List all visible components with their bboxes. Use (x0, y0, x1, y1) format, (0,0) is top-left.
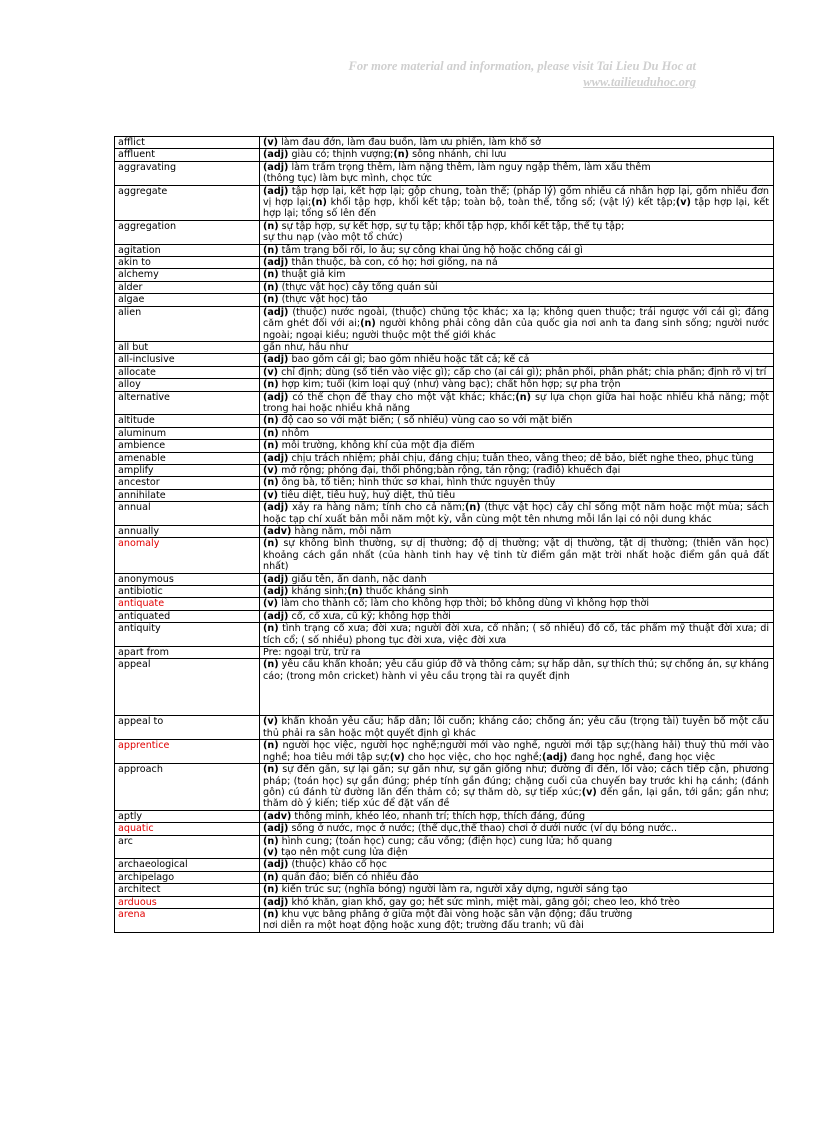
table-row (115, 149, 774, 161)
entry-definition: (adj) thân thuộc, bà con, có họ; hơi giống, na ná (260, 257, 774, 269)
entry-definition: (n) người học việc, người học nghề;người mới vào nghề, người mới tập sự;(hàng hải) thuỷ thủ mới vào nghề; hoa tiêu mới tập sự;(v) cho học việc, cho học nghề;(adj) đang học nghề, đang học việc (260, 740, 774, 764)
entry-definition: (adj) giấu tên, ẩn danh, nặc danh (260, 573, 774, 585)
entry-definition: (n) môi trường, không khí của một địa điểm (260, 440, 774, 452)
entry-word: annihilate (115, 489, 260, 501)
table-row (115, 823, 774, 835)
part-of-speech-tag: (v) (263, 137, 279, 148)
entry-word: afflict (115, 137, 260, 149)
part-of-speech-tag: (adj) (263, 354, 289, 366)
part-of-speech-tag: (v) (389, 751, 405, 763)
table-row (115, 659, 774, 716)
part-of-speech-tag: (v) (263, 489, 279, 501)
table-row (115, 477, 774, 489)
entry-definition: (adj) khó khăn, gian khổ, gay go; hết sức mình, miệt mài, gắng gỏi; cheo leo, khó trèo (260, 896, 774, 908)
part-of-speech-tag: (adv) (263, 526, 292, 537)
entry-definition: (adj) làm trầm trọng thêm, làm nặng thêm, làm nguy ngập thêm, làm xấu thêm (thông tục) làm bực mình, chọc tức (260, 161, 774, 185)
entry-word: alternative (115, 391, 260, 415)
entry-word: alien (115, 306, 260, 341)
part-of-speech-tag: (n) (360, 318, 376, 330)
page-header (349, 58, 696, 90)
entry-definition: (n) tâm trạng bối rối, lo âu; sự công khai ủng hộ hoặc chống cái gì (260, 244, 774, 256)
table-row (115, 835, 774, 859)
entry-definition: (adv) thông minh, khéo léo, nhanh trí; thích hợp, thích đáng, đúng (260, 810, 774, 822)
entry-definition: (v) chỉ định; dùng (số tiền vào việc gì); cấp cho (ai cái gì); phân phối, phân phát; chia phần; định rõ vị trí (260, 366, 774, 378)
table-row (115, 610, 774, 622)
part-of-speech-tag: (adv) (263, 810, 292, 822)
entry-word: aggregation (115, 220, 260, 244)
entry-definition: (n) hình cung; (toán học) cung; cầu vồng; (điện học) cung lửa; hồ quang (v) tạo nên một cung lửa điện (260, 835, 774, 859)
part-of-speech-tag: (n) (465, 502, 481, 514)
table-row (115, 220, 774, 244)
part-of-speech-tag: (n) (263, 740, 279, 752)
entry-definition: (n) khu vực bằng phẳng ở giữa một đài vòng hoặc sân vận động; đấu trường nơi diễn ra một hoạt động hoặc xung đột; trường đấu tranh; vũ đài (260, 908, 774, 932)
part-of-speech-tag: (v) (263, 598, 279, 610)
entry-definition: (adj) (thuộc) khảo cổ học (260, 859, 774, 871)
entry-definition: (n) sự không bình thường, sự dị thường; độ dị thường; vật dị thường, tật dị thường; (thiên văn học) khoảng cách gần nhất (của hành tinh hay vệ tinh từ điểm gần mặt trời nhất hoặc điểm gần quả đất nhất) (260, 538, 774, 573)
part-of-speech-tag: (n) (263, 427, 279, 439)
entry-word: anonymous (115, 573, 260, 585)
entry-definition: (n) yêu cầu khẩn khoản; yêu cầu giúp đỡ và thông cảm; sự hấp dẫn, sự thích thú; sự chống án, sự kháng cáo; (trong môn cricket) hành vi yêu cầu trọng tài ra quyết định (260, 659, 774, 716)
entry-definition: (adj) bao gồm cái gì; bao gồm nhiều hoặc tất cả; kể cả (260, 354, 774, 366)
entry-word: ambience (115, 440, 260, 452)
entry-definition: (v) tiêu diệt, tiêu huỷ, huỷ diệt, thủ tiêu (260, 489, 774, 501)
entry-word: alchemy (115, 269, 260, 281)
header-notice: For more material and information, please visit Tai Lieu Du Hoc at (348, 59, 696, 73)
table-row (115, 341, 774, 353)
part-of-speech-tag: (adj) (263, 452, 289, 464)
entry-word: arduous (115, 896, 260, 908)
table-row (115, 185, 774, 220)
table-row (115, 810, 774, 822)
table-row (115, 871, 774, 883)
entry-definition: (n) quần đảo; biển có nhiều đảo (260, 871, 774, 883)
part-of-speech-tag: (adj) (263, 573, 289, 585)
entry-word: agitation (115, 244, 260, 256)
part-of-speech-tag: (n) (263, 623, 279, 635)
entry-word: all but (115, 341, 260, 353)
entry-word: all-inclusive (115, 354, 260, 366)
part-of-speech-tag: (adj) (541, 751, 568, 763)
entry-definition: (n) (thực vật học) tảo (260, 294, 774, 306)
entry-word: arena (115, 908, 260, 932)
entry-word: anomaly (115, 538, 260, 573)
entry-word: approach (115, 764, 260, 811)
entry-definition: (v) khẩn khoản yêu cầu; hấp dẫn; lôi cuốn; kháng cáo; chống án; yêu cầu (trọng tài) tuyên bố một cầu thủ phải ra sân hoặc một quyết định gì khác (260, 716, 774, 740)
entry-definition: (adj) tập hợp lại, kết hợp lại; gộp chung, toàn thể; (pháp lý) gồm nhiều cá nhân hợp lại, gồm nhiều đơn vị hợp lại;(n) khối tập hợp, khối kết tập; toàn bộ, toàn thể, tổng số; (vật lý) kết tập;(v) tập hợp lại, kết hợp lại; tổng số lên đến (260, 185, 774, 220)
part-of-speech-tag: (n) (263, 659, 279, 671)
entry-word: arc (115, 835, 260, 859)
entry-word: antiquated (115, 610, 260, 622)
part-of-speech-tag: (n) (263, 884, 279, 896)
part-of-speech-tag: (adj) (263, 149, 289, 161)
part-of-speech-tag: (n) (311, 197, 327, 209)
table-row (115, 502, 774, 526)
entry-word: archaeological (115, 859, 260, 871)
entry-word: ancestor (115, 477, 260, 489)
part-of-speech-tag: (n) (515, 391, 532, 403)
table-row (115, 244, 774, 256)
entry-word: aluminum (115, 427, 260, 439)
part-of-speech-tag: (n) (347, 586, 363, 598)
table-row (115, 884, 774, 896)
entry-definition: (n) thuật giả kim (260, 269, 774, 281)
entry-word: antibiotic (115, 586, 260, 598)
entry-definition: (adj) chịu trách nhiệm; phải chịu, đáng chịu; tuân theo, vâng theo; dễ bảo, biết nghe theo, phục tùng (260, 452, 774, 464)
entry-word: aggravating (115, 161, 260, 185)
entry-word: akin to (115, 257, 260, 269)
entry-word: alloy (115, 379, 260, 391)
table-row (115, 740, 774, 764)
table-row (115, 489, 774, 501)
part-of-speech-tag: (v) (263, 366, 279, 378)
part-of-speech-tag: (adj) (263, 306, 289, 318)
table-row (115, 427, 774, 439)
entry-definition: (v) mở rộng; phóng đại, thổi phồng;bàn rộng, tán rộng; (rađiô) khuếch đại (260, 464, 774, 476)
table-row (115, 764, 774, 811)
entry-definition: (n) tình trạng cổ xưa; đời xưa; người đời xưa, cổ nhân; ( số nhiều) đồ cổ, tác phẩm mỹ thuật đời xưa; di tích cổ; ( số nhiều) phong tục đời xưa, việc đời xưa (260, 623, 774, 647)
table-row (115, 623, 774, 647)
table-row (115, 257, 774, 269)
entry-word: antiquity (115, 623, 260, 647)
entry-word: aptly (115, 810, 260, 822)
entry-word: affluent (115, 149, 260, 161)
table-row (115, 452, 774, 464)
table-row (115, 281, 774, 293)
part-of-speech-tag: (v) (263, 716, 279, 728)
entry-word: amenable (115, 452, 260, 464)
part-of-speech-tag: (adj) (263, 161, 289, 173)
vocabulary-table (114, 136, 774, 933)
entry-definition: (adj) kháng sinh;(n) thuốc kháng sinh (260, 586, 774, 598)
entry-word: algae (115, 294, 260, 306)
table-row (115, 598, 774, 610)
table-row (115, 137, 774, 149)
entry-definition: gần như, hầu như (260, 341, 774, 353)
entry-definition: (n) ông bà, tổ tiên; hình thức sơ khai, hình thức nguyên thủy (260, 477, 774, 489)
entry-definition: (adj) có thể chọn để thay cho một vật khác; khác;(n) sự lựa chọn giữa hai hoặc nhiều khả năng; một trong hai hoặc nhiều khả năng (260, 391, 774, 415)
part-of-speech-tag: (adj) (263, 257, 289, 269)
part-of-speech-tag: (n) (263, 281, 279, 293)
table-row (115, 415, 774, 427)
entry-definition: (n) (thực vật học) cây tống quán sủi (260, 281, 774, 293)
part-of-speech-tag: (adj) (263, 859, 289, 871)
table-row (115, 294, 774, 306)
table-row (115, 306, 774, 341)
table-row (115, 464, 774, 476)
header-url-link[interactable]: www.tailieuduhoc.org (583, 75, 696, 89)
part-of-speech-tag: (v) (675, 197, 691, 209)
table-row (115, 538, 774, 573)
entry-definition: (n) sự đến gần, sự lại gần; sự gần như, sự gần giống như; đường đi đến, lối vào; cách tiếp cận, phương pháp; (toán học) sự gần đúng; phép tính gần đúng; chặng cuối của chuyến bay trước khi hạ cánh; (đánh gôn) cú đánh từ đường lăn đến thảm cỏ; sự thăm dò, sự tiếp xúc;(v) đến gần, lại gần, tới gần; gần như; thăm dò ý kiến; tiếp xúc để đặt vấn đề (260, 764, 774, 811)
table-row (115, 379, 774, 391)
entry-definition: (adj) giàu có; thịnh vượng;(n) sông nhánh, chi lưu (260, 149, 774, 161)
part-of-speech-tag: (n) (263, 379, 279, 391)
part-of-speech-tag: (n) (393, 149, 410, 161)
entry-word: apart from (115, 647, 260, 659)
part-of-speech-tag: (adj) (263, 502, 289, 514)
table-row (115, 908, 774, 932)
part-of-speech-tag: (n) (263, 764, 279, 776)
table-row (115, 586, 774, 598)
entry-word: appeal to (115, 716, 260, 740)
part-of-speech-tag: (adj) (263, 391, 289, 403)
table-row (115, 354, 774, 366)
entry-definition: Pre: ngoại trừ, trừ ra (260, 647, 774, 659)
part-of-speech-tag: (n) (263, 294, 279, 306)
table-row (115, 161, 774, 185)
part-of-speech-tag: (v) (263, 846, 279, 858)
entry-definition: (n) kiến trúc sư; (nghĩa bóng) người làm ra, người xây dựng, người sáng tạo (260, 884, 774, 896)
part-of-speech-tag: (n) (263, 244, 279, 256)
part-of-speech-tag: (n) (263, 835, 279, 847)
entry-definition: (adj) cổ, cổ xưa, cũ kỹ; không hợp thời (260, 610, 774, 622)
part-of-speech-tag: (adj) (263, 586, 289, 598)
entry-word: altitude (115, 415, 260, 427)
part-of-speech-tag: (n) (263, 538, 279, 550)
part-of-speech-tag: (v) (581, 786, 597, 798)
table-row (115, 526, 774, 538)
part-of-speech-tag: (n) (263, 477, 279, 489)
part-of-speech-tag: (n) (263, 269, 279, 281)
entry-word: archipelago (115, 871, 260, 883)
part-of-speech-tag: (v) (263, 464, 279, 476)
table-row (115, 573, 774, 585)
part-of-speech-tag: (adj) (263, 185, 289, 197)
entry-word: architect (115, 884, 260, 896)
entry-definition: (n) độ cao so với mặt biển; ( số nhiều) vùng cao so với mặt biển (260, 415, 774, 427)
table-row (115, 647, 774, 659)
part-of-speech-tag: (n) (263, 908, 279, 920)
entry-word: aggregate (115, 185, 260, 220)
part-of-speech-tag: (adj) (263, 610, 289, 622)
entry-definition: (v) làm đau đớn, làm đau buồn, làm ưu phiền, làm khổ sở (260, 137, 774, 149)
entry-definition: (n) nhôm (260, 427, 774, 439)
entry-definition: (adj) xảy ra hàng năm; tính cho cả năm;(n) (thực vật học) cây chỉ sống một năm hoặc một mùa; sách hoặc tạp chí xuất bản mỗi năm một kỳ, vẫn cùng một tên nhưng mỗi lần lại có nội dung khác (260, 502, 774, 526)
entry-word: aquatic (115, 823, 260, 835)
part-of-speech-tag: (n) (263, 415, 279, 427)
entry-word: allocate (115, 366, 260, 378)
part-of-speech-tag: (n) (263, 220, 279, 232)
part-of-speech-tag: (adj) (263, 823, 289, 835)
table-row (115, 716, 774, 740)
entry-definition: (v) làm cho thành cổ; làm cho không hợp thời; bỏ không dùng vì không hợp thời (260, 598, 774, 610)
entry-definition: (adj) sống ở nước, mọc ở nước; (thể dục,thể thao) chơi ở dưới nước (ví dụ bóng nước.. (260, 823, 774, 835)
entry-definition: (adv) hàng năm, mỗi năm (260, 526, 774, 538)
entry-word: annually (115, 526, 260, 538)
table-row (115, 366, 774, 378)
table-row (115, 269, 774, 281)
entry-definition: (n) hợp kim; tuổi (kim loại quý (như) vàng bạc); chất hỗn hợp; sự pha trộn (260, 379, 774, 391)
entry-word: annual (115, 502, 260, 526)
entry-word: apprentice (115, 740, 260, 764)
table-row (115, 391, 774, 415)
entry-definition: (n) sự tập hợp, sự kết hợp, sự tụ tập; khối tập hợp, khối kết tập, thể tụ tập; sự thu nạp (vào một tổ chức) (260, 220, 774, 244)
entry-word: alder (115, 281, 260, 293)
part-of-speech-tag: (n) (263, 440, 279, 452)
table-row (115, 859, 774, 871)
table-row (115, 896, 774, 908)
part-of-speech-tag: (adj) (263, 896, 289, 908)
entry-word: amplify (115, 464, 260, 476)
part-of-speech-tag: (n) (263, 871, 279, 883)
table-row (115, 440, 774, 452)
entry-word: appeal (115, 659, 260, 716)
entry-definition: (adj) (thuộc) nước ngoài, (thuộc) chủng tộc khác; xa lạ; không quen thuộc; trái ngược với cái gì; đáng căm ghét đối với ai;(n) người không phải công dân của quốc gia nơi anh ta đang sinh sống; người nước ngoài; ngoại kiều; người thuộc một thế giới khác (260, 306, 774, 341)
entry-word: antiquate (115, 598, 260, 610)
vocabulary-table-body (115, 137, 774, 933)
